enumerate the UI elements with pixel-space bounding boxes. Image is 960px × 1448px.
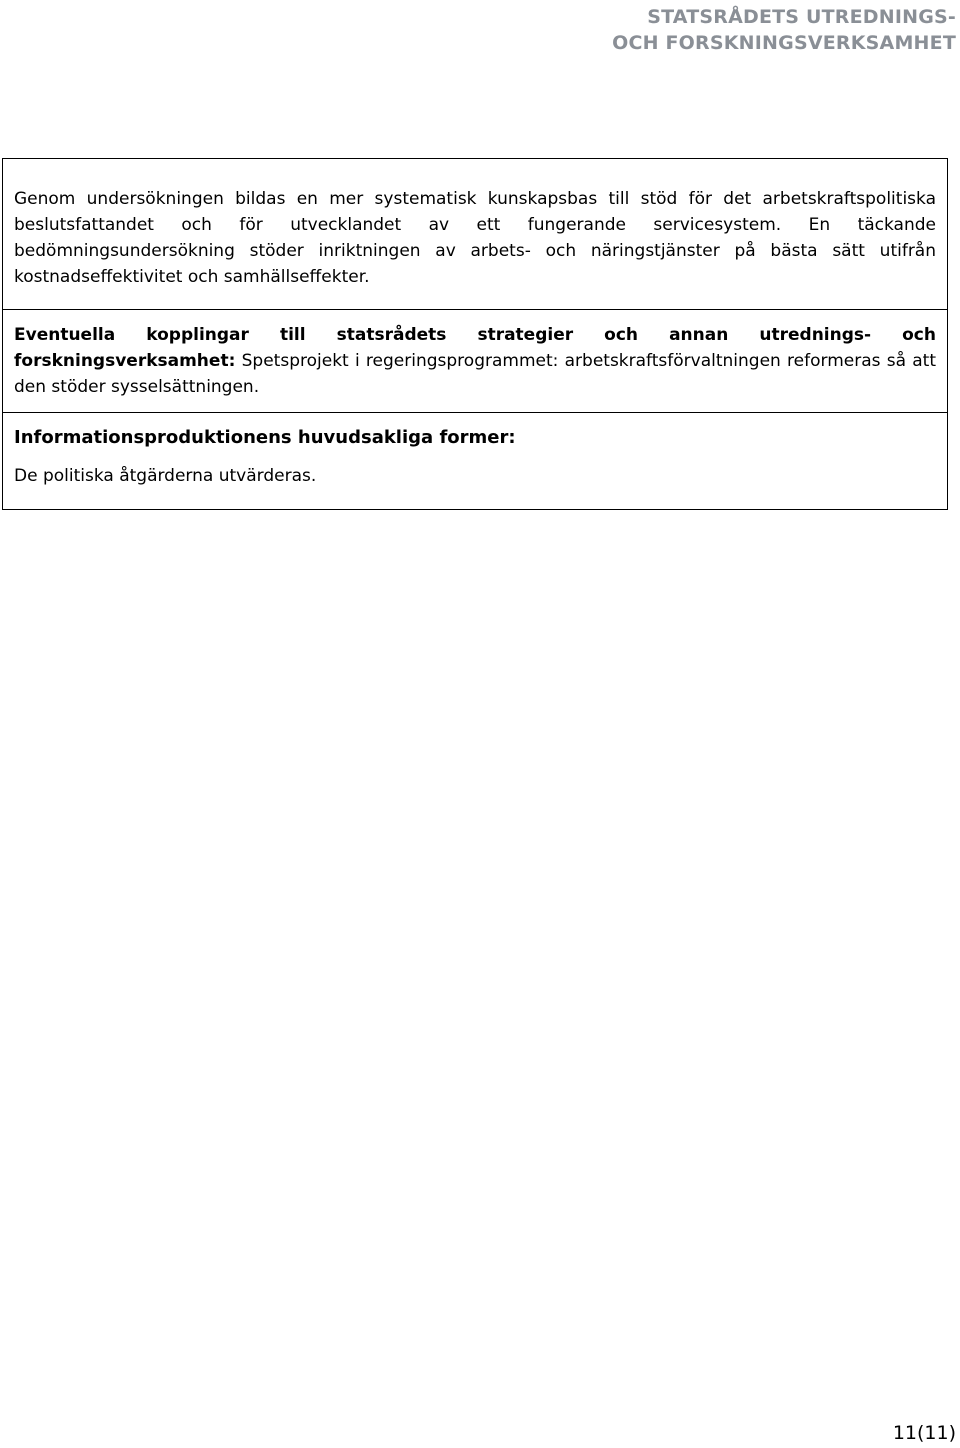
page-number: 11(11) — [892, 1422, 956, 1444]
table-row-connections — [3, 310, 947, 413]
connections-text: Spetsprojekt i regeringsprogrammet: arbetskraftsförvaltningen reformeras så att den stöder sysselsättningen. — [14, 351, 937, 397]
information-forms-text: De politiska åtgärderna utvärderas. — [14, 466, 317, 486]
logo-line-1: STATSRÅDETS UTREDNINGS- — [647, 6, 956, 28]
content-table — [2, 158, 948, 510]
institution-logo — [612, 4, 956, 56]
table-row-information-forms — [3, 413, 947, 509]
logo-line-2: OCH FORSKNINGSVERKSAMHET — [612, 32, 956, 54]
information-forms-heading: Informationsproduktionens huvudsakliga former: — [14, 427, 516, 448]
connections-label: Eventuella kopplingar till statsrådets strategier och annan utrednings- och forskningsverksamhet: — [14, 325, 936, 371]
table-row-description — [3, 159, 947, 310]
description-text: Genom undersökningen bildas en mer systematisk kunskapsbas till stöd för det arbetskraftspolitiska beslutsfattandet och för utvecklandet av ett fungerande servicesystem. En täckande bedömningsundersökning stöder inriktningen av arbets- och näringstjänster på bästa sätt utifrån kostnadseffektivitet och samhällseffekter. — [14, 189, 936, 287]
